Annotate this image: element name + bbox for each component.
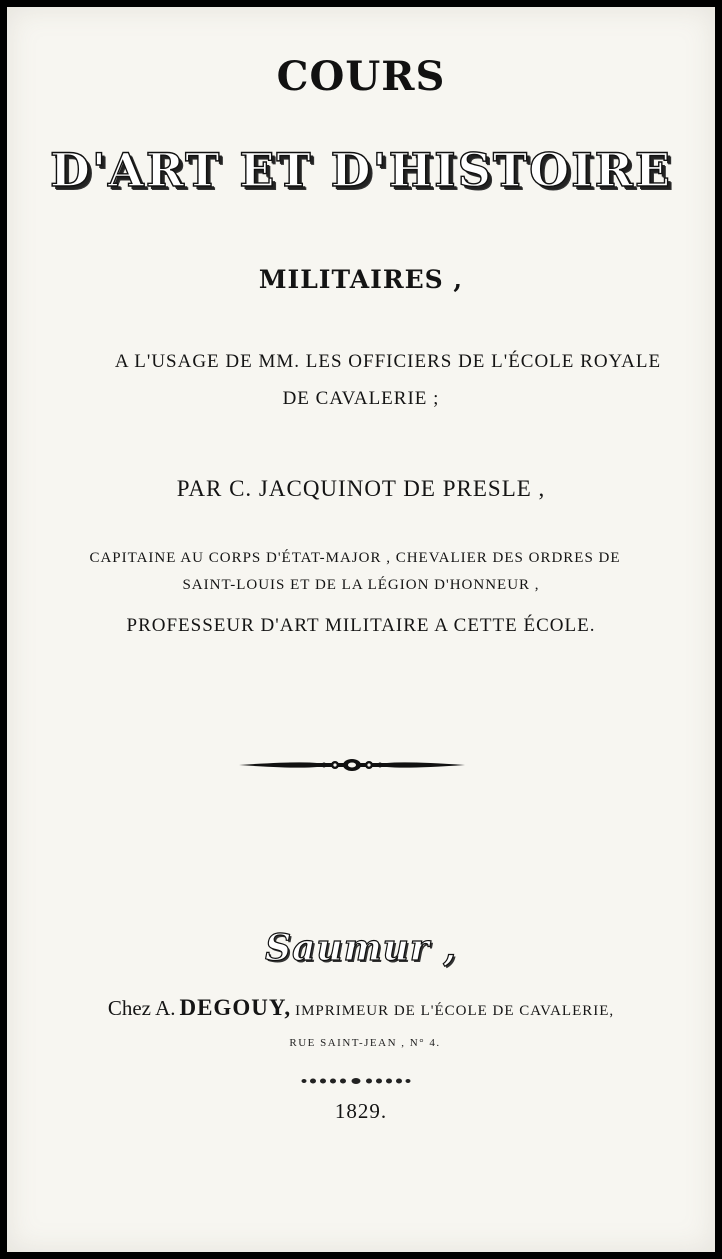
printer-name: DEGOUY,: [179, 995, 292, 1020]
publisher-line: [7, 995, 715, 1021]
credentials-line-1: CAPITAINE AU CORPS D'ÉTAT-MAJOR , CHEVALIER DES ORDRES DE: [89, 550, 621, 566]
title-page: [7, 7, 715, 1252]
dotted-rule-icon: [300, 1075, 412, 1087]
author-line: PAR C. JACQUINOT DE PRESLE ,: [176, 476, 546, 501]
credentials-line-3: PROFESSEUR D'ART MILITAIRE A CETTE ÉCOLE.: [126, 615, 596, 636]
printer-role: IMPRIMEUR DE L'ÉCOLE DE CAVALERIE,: [295, 1003, 615, 1019]
subtitle-line-1: A L'USAGE DE MM. LES OFFICIERS DE L'ÉCOLE ROYALE: [114, 351, 662, 372]
title-line-1: COURS: [276, 53, 446, 100]
subtitle-line-2: DE CAVALERIE ;: [282, 388, 440, 409]
decorative-rule-icon: [237, 755, 467, 775]
credentials-line-2: SAINT-LOUIS ET DE LA LÉGION D'HONNEUR ,: [182, 577, 540, 593]
title-line-3: MILITAIRES ,: [258, 265, 464, 294]
publication-year: 1829.: [334, 1099, 388, 1123]
printer-address: RUE SAINT-JEAN , N° 4.: [289, 1037, 441, 1049]
imprint-city: Saumur ,: [265, 927, 457, 969]
publisher-chez: Chez A.: [107, 996, 176, 1020]
title-line-2: D'ART ET D'HISTOIRE: [50, 143, 672, 197]
